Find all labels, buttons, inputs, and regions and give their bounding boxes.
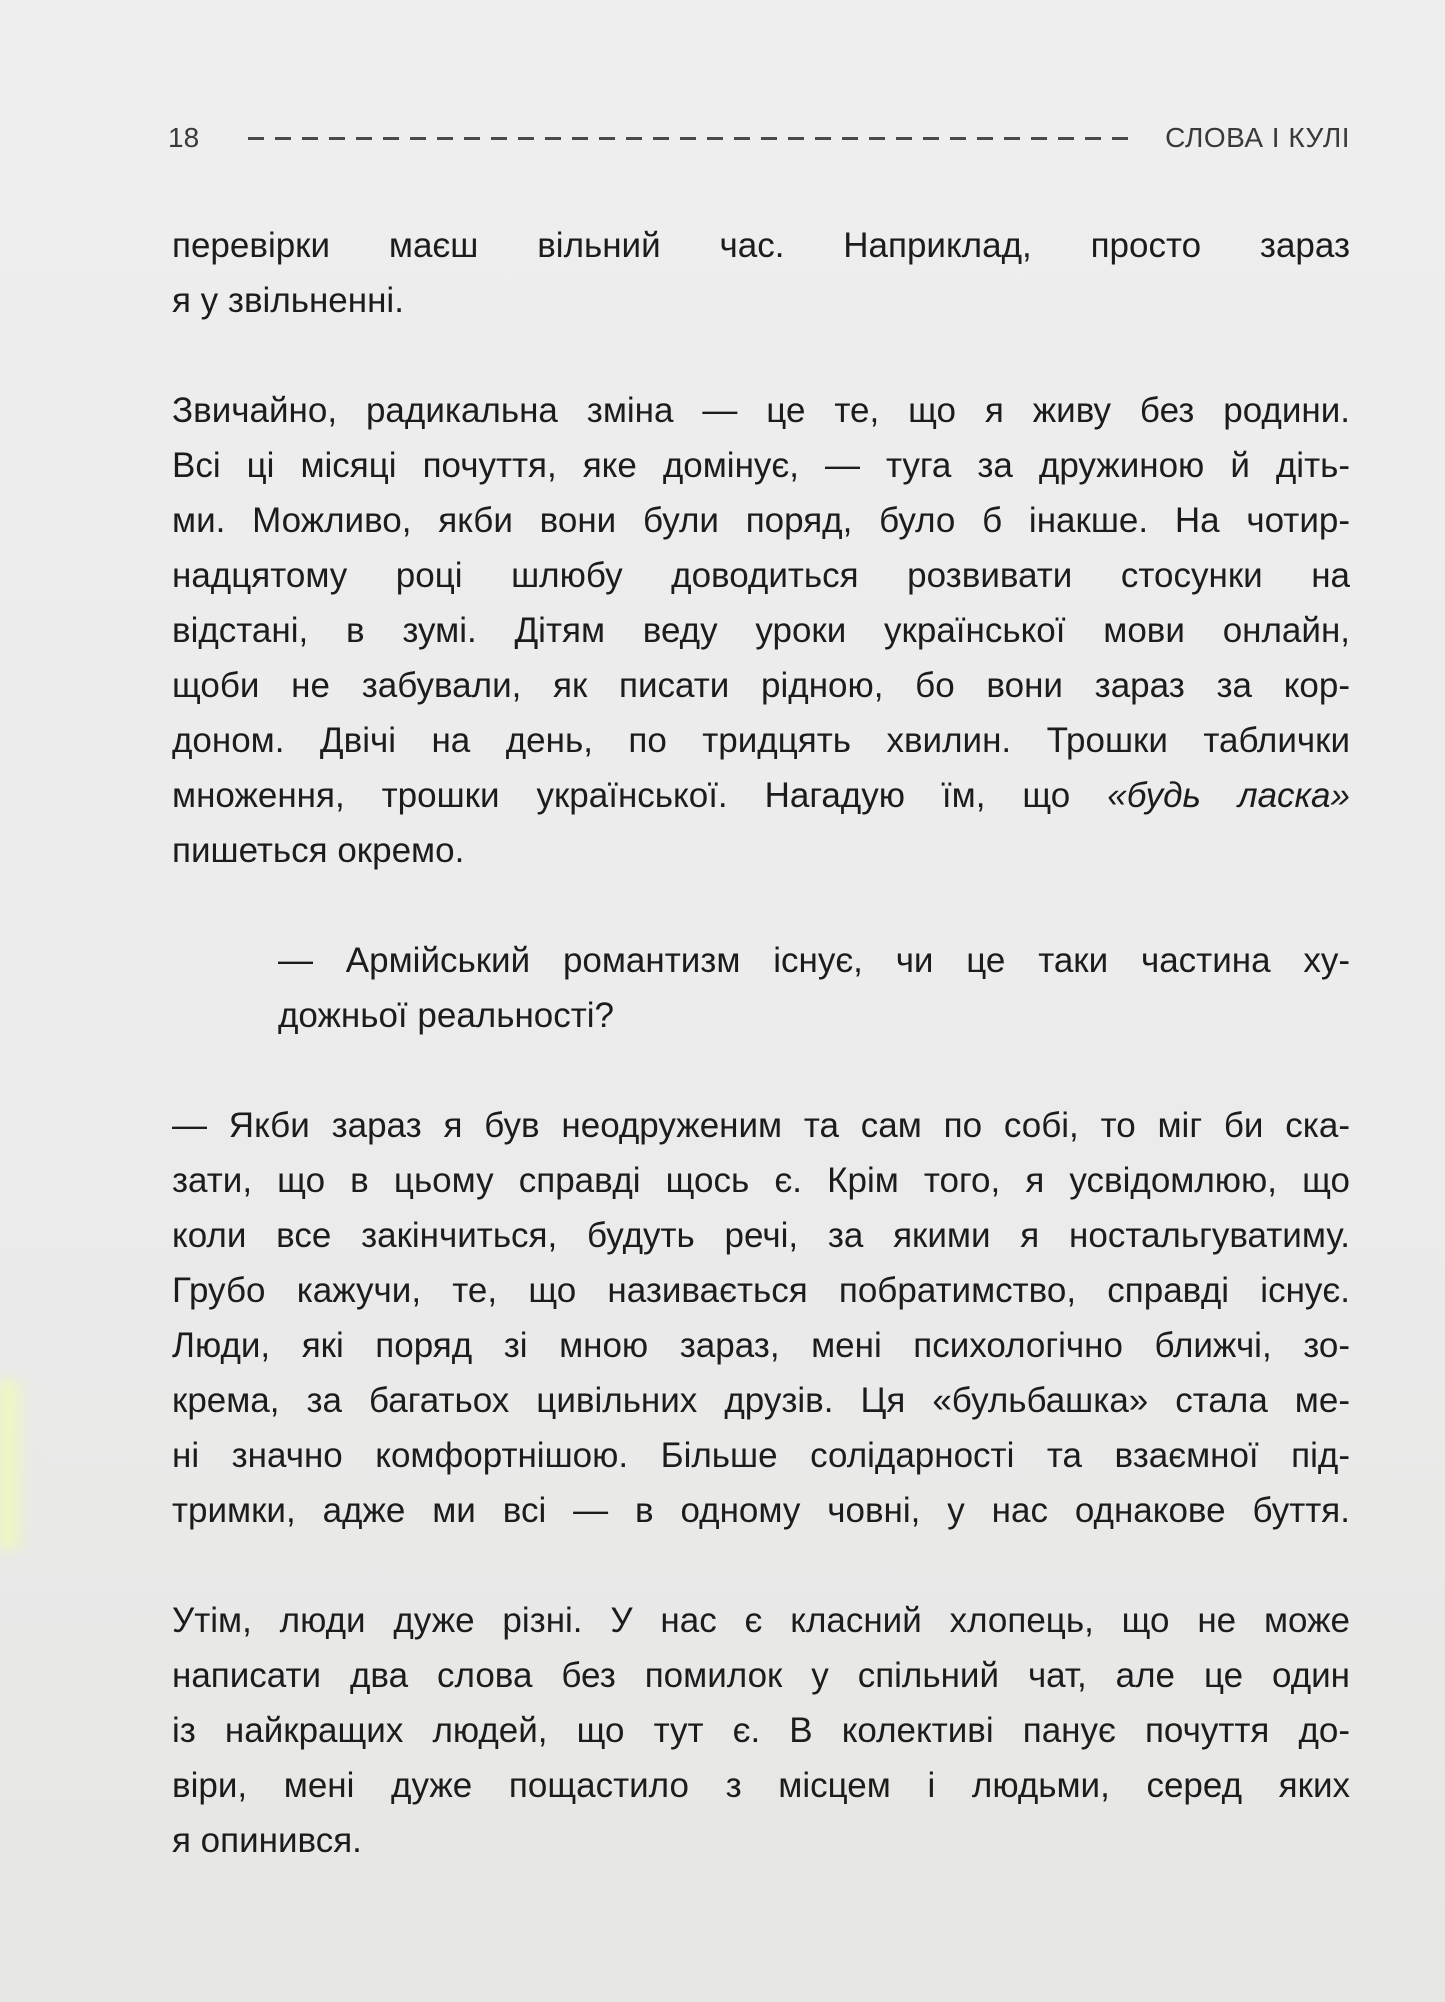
text-line: відстані, в зумі. Дітям веду уроки української мови онлайн, <box>172 611 1350 650</box>
text-line: Всі ці місяці почуття, яке домінує, — туга за дружиною й діть- <box>172 446 1350 485</box>
text-line: Грубо кажучи, те, що називається побратимство, справді існує. <box>172 1271 1350 1310</box>
text-line: щоби не забували, як писати рідною, бо вони зараз за кор- <box>172 666 1350 705</box>
text-line: я у звільненні. <box>172 281 404 320</box>
text-line: я опинився. <box>172 1821 362 1860</box>
text-line: віри, мені дуже пощастило з місцем і людьми, серед яких <box>172 1766 1350 1805</box>
paragraph-1 <box>172 218 1350 328</box>
paragraph-2 <box>172 383 1350 878</box>
dashed-rule <box>248 137 1133 140</box>
text-segment: множення, трошки української. Нагадую їм, що <box>172 776 1071 815</box>
italic-phrase: «будь ласка» <box>1107 776 1350 815</box>
interview-question <box>172 933 1350 1043</box>
text-line: крема, за багатьох цивільних друзів. Ця «бульбашка» стала ме- <box>172 1381 1350 1420</box>
paragraph-last <box>172 1593 1350 1868</box>
page-edge-highlight <box>0 1380 30 1550</box>
text-line: перевірки маєш вільний час. Наприклад, просто зараз <box>172 226 1350 265</box>
text-line: дожньої реальності? <box>278 996 615 1035</box>
text-line: ні значно комфортнішою. Більше солідарності та взаємної під- <box>172 1436 1350 1475</box>
text-line: тримки, адже ми всі — в одному човні, у нас однакове буття. <box>172 1491 1350 1530</box>
text-line: ми. Можливо, якби вони були поряд, було б інакше. На чотир- <box>172 501 1350 540</box>
text-line: — Армійський романтизм існує, чи це таки частина ху- <box>278 941 1350 980</box>
text-line: Люди, які поряд зі мною зараз, мені психологічно ближчі, зо- <box>172 1326 1350 1365</box>
body-text <box>172 218 1350 1923</box>
text-line: — Якби зараз я був неодруженим та сам по собі, то міг би ска- <box>172 1106 1350 1145</box>
text-line: написати два слова без помилок у спільний чат, але це один <box>172 1656 1350 1695</box>
text-line: пишеться окремо. <box>172 831 465 870</box>
running-head <box>168 118 1350 158</box>
chapter-title: СЛОВА І КУЛІ <box>1165 122 1350 153</box>
text-line: із найкращих людей, що тут є. В колективі панує почуття до- <box>172 1711 1350 1750</box>
text-line: зати, що в цьому справді щось є. Крім того, я усвідомлюю, що <box>172 1161 1350 1200</box>
text-line: Утім, люди дуже різні. У нас є класний хлопець, що не може <box>172 1601 1350 1640</box>
page-number: 18 <box>168 122 200 153</box>
text-line: коли все закінчиться, будуть речі, за якими я ностальгуватиму. <box>172 1216 1350 1255</box>
text-line: доном. Двічі на день, по тридцять хвилин. Трошки таблички <box>172 721 1350 760</box>
text-line: надцятому році шлюбу доводиться розвивати стосунки на <box>172 556 1350 595</box>
text-line: Звичайно, радикальна зміна — це те, що я живу без родини. <box>172 391 1350 430</box>
paragraph-answer <box>172 1098 1350 1538</box>
text-line-with-italic <box>172 768 1350 823</box>
